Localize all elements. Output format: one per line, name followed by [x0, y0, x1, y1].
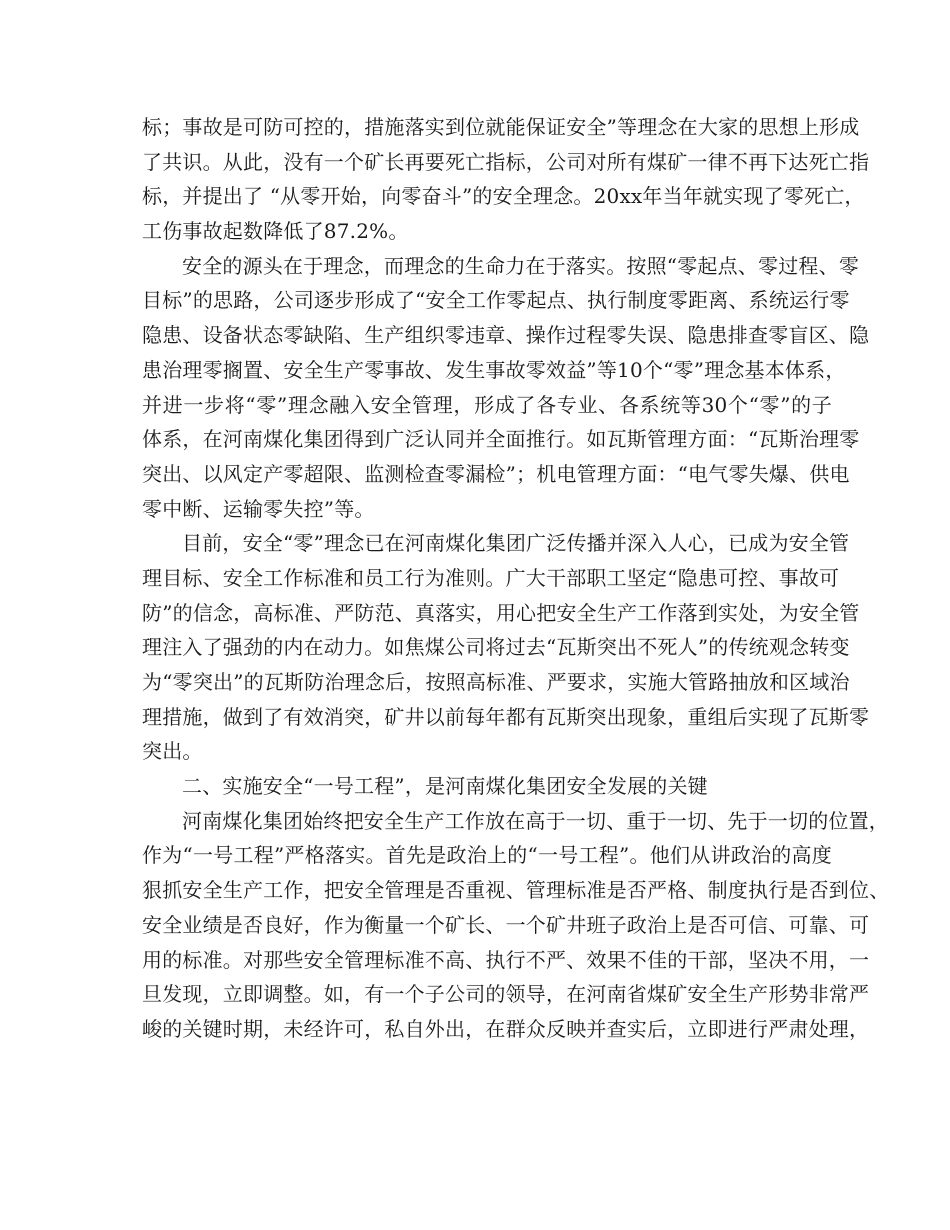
paragraph — [142, 526, 870, 769]
text-line: 用的标准。对那些安全管理标准不高、执行不严、效果不佳的干部，坚决不用，一 — [142, 947, 870, 972]
text-line: 隐患、设备状态零缺陷、生产组织零违章、操作过程零失误、隐患排查零盲区、隐 — [142, 323, 870, 348]
text-line: 安全的源头在于理念，而理念的生命力在于落实。按照“零起点、零过程、零 — [182, 253, 860, 278]
text-line: 突出。 — [142, 739, 203, 764]
text-line: 旦发现，立即调整。如，有一个子公司的领导，在河南省煤矿安全生产形势非常严 — [142, 982, 870, 1007]
text-line: 为“零突出”的瓦斯防治理念后，按照高标准、严要求，实施大管路抽放和区域治 — [142, 670, 850, 694]
text-line: 理目标、安全工作标准和员工行为准则。广大干部职工坚定“隐患可控、事故可 — [142, 565, 840, 590]
text-line: 标，并提出了 “从零开始，向零奋斗”的安全理念。20xx年当年就实现了零死亡， — [142, 184, 865, 209]
text-line: 工伤事故起数降低了87.2%。 — [142, 219, 409, 244]
text-line: 河南煤化集团始终把安全生产工作放在高于一切、重于一切、先于一切的位置， — [182, 808, 889, 833]
section-heading — [142, 769, 832, 804]
text-line: 并进一步将“零”理念融入安全管理，形成了各专业、各系统等30个“零”的子 — [142, 392, 832, 417]
text-line: 作为“一号工程”严格落实。首先是政治上的“一号工程”。他们从讲政治的高度 — [142, 843, 832, 868]
text-line: 突出、以风定产零超限、监测检查零漏检”；机电管理方面：“电气零失爆、供电 — [142, 461, 850, 486]
paragraph — [142, 249, 870, 527]
text-line: 狠抓安全生产工作，把安全管理是否重视、管理标准是否严格、制度执行是否到位、 — [142, 878, 890, 903]
text-line: 目前，安全“零”理念已在河南煤化集团广泛传播并深入人心，已成为安全管 — [182, 531, 850, 556]
document-page — [142, 110, 890, 1047]
text-line: 了共识。从此，没有一个矿长再要死亡指标，公司对所有煤矿一律不再下达死亡指 — [142, 149, 870, 174]
text-line: 目标”的思路，公司逐步形成了“安全工作零起点、执行制度零距离、系统运行零 — [142, 288, 850, 313]
text-line: 体系，在河南煤化集团得到广泛认同并全面推行。如瓦斯管理方面：“瓦斯治理零 — [142, 427, 860, 452]
text-line: 安全业绩是否良好，作为衡量一个矿长、一个矿井班子政治上是否可信、可靠、可 — [142, 912, 870, 937]
text-line: 患治理零搁置、安全生产零事故、发生事故零效益”等10个“零”理念基本体系， — [142, 357, 846, 382]
paragraph — [142, 110, 870, 249]
text-line: 防”的信念，高标准、严防范、真落实，用心把安全生产工作落到实处，为安全管 — [142, 600, 860, 625]
text-line: 零中断、运输零失控”等。 — [142, 496, 375, 521]
heading-text: 二、实施安全“一号工程”，是河南煤化集团安全发展的关键 — [182, 774, 708, 799]
text-line: 峻的关键时期，未经许可，私自外出，在群众反映并查实后，立即进行严肃处理， — [142, 1016, 870, 1041]
text-line: 理措施，做到了有效消突，矿井以前每年都有瓦斯突出现象，重组后实现了瓦斯零 — [142, 704, 870, 729]
text-line: 标；事故是可防可控的，措施落实到位就能保证安全”等理念在大家的思想上形成 — [142, 115, 860, 139]
paragraph — [142, 804, 890, 1047]
text-line: 理注入了强劲的内在动力。如焦煤公司将过去“瓦斯突出不死人”的传统观念转变 — [142, 635, 850, 660]
